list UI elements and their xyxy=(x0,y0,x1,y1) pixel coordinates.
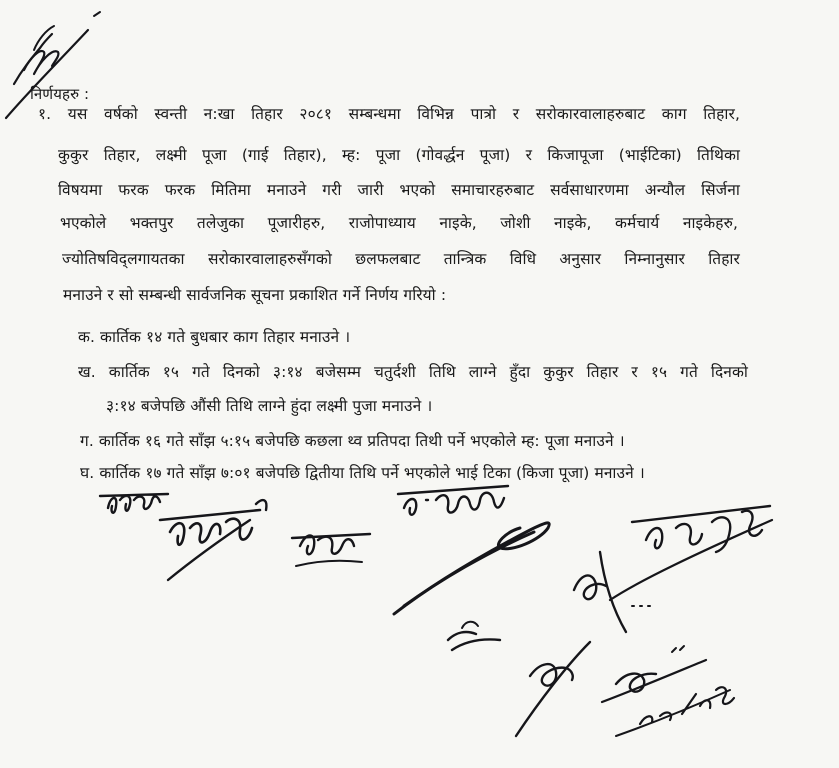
para1-line-1: १. यस वर्षको स्वन्ती न:खा तिहार २०८१ सम्बन्धमा विभिन्न पात्रो र सरोकारवालाहरुबाट काग तिहार, xyxy=(38,105,740,123)
item-kha-line-2: ३:१४ बजेपछि औंसी तिथि लाग्ने हुंदा लक्ष्मी पुजा मनाउने । xyxy=(106,397,433,415)
signature-5 xyxy=(610,506,772,600)
signature-3 xyxy=(292,534,370,566)
item-ka: क. कार्तिक १४ गते बुधबार काग तिहार मनाउने । xyxy=(78,328,351,346)
signature-7 xyxy=(448,622,500,650)
decisions-heading: निर्णयहरु : xyxy=(30,85,90,103)
signature-2 xyxy=(160,500,266,580)
signature-4 xyxy=(394,486,549,614)
para1-line-2: कुकुर तिहार, लक्ष्मी पूजा (गाई तिहार), म्ह: पूजा (गोवर्द्धन पूजा) र किजापूजा (भाईटिका) तिथिका xyxy=(58,146,740,164)
signature-8 xyxy=(516,642,590,736)
item-kha-line-1: ख. कार्तिक १५ गते दिनको ३:१४ बजेसम्म चतुर्दशी तिथि लाग्ने हुँदा कुकुर तिहार र १५ गते दिनको xyxy=(78,363,748,381)
signature-1 xyxy=(100,494,168,513)
item-gha: घ. कार्तिक १७ गते साँझ ७:०१ बजेपछि द्वितीया तिथि पर्ने भएकोले भाई टिका (किजा पूजा) मनाउने । xyxy=(80,464,645,482)
signature-9-with-date xyxy=(602,646,734,736)
para1-line-6: मनाउने र सो सम्बन्धी सार्वजनिक सूचना प्रकाशित गर्ने निर्णय गरियो : xyxy=(63,286,447,304)
para1-line-5: ज्योतिषविद्लगायतका सरोकारवालाहरुसँगको छलफलबाट तान्त्रिक विधि अनुसार निम्नानुसार तिहार xyxy=(62,250,740,268)
para1-line-4: भएकोले भक्तपुर तलेजुका पूजारीहरु, राजोपाध्याय नाइके, जोशी नाइके, कर्मचार्य नाइकेहरु, xyxy=(60,214,738,232)
item-ga: ग. कार्तिक १६ गते साँझ ५:१५ बजेपछि कछला थ्व प्रतिपदा तिथी पर्ने भएकोले म्ह: पूजा मनाउने । xyxy=(80,432,625,450)
para1-line-3: विषयमा फरक फरक मितिमा मनाउने गरी जारी भएको समाचारहरुबाट सर्वसाधारणमा अन्यौल सिर्जना xyxy=(58,181,740,199)
initials-signature-top-left xyxy=(6,12,100,118)
signature-6 xyxy=(574,552,650,632)
